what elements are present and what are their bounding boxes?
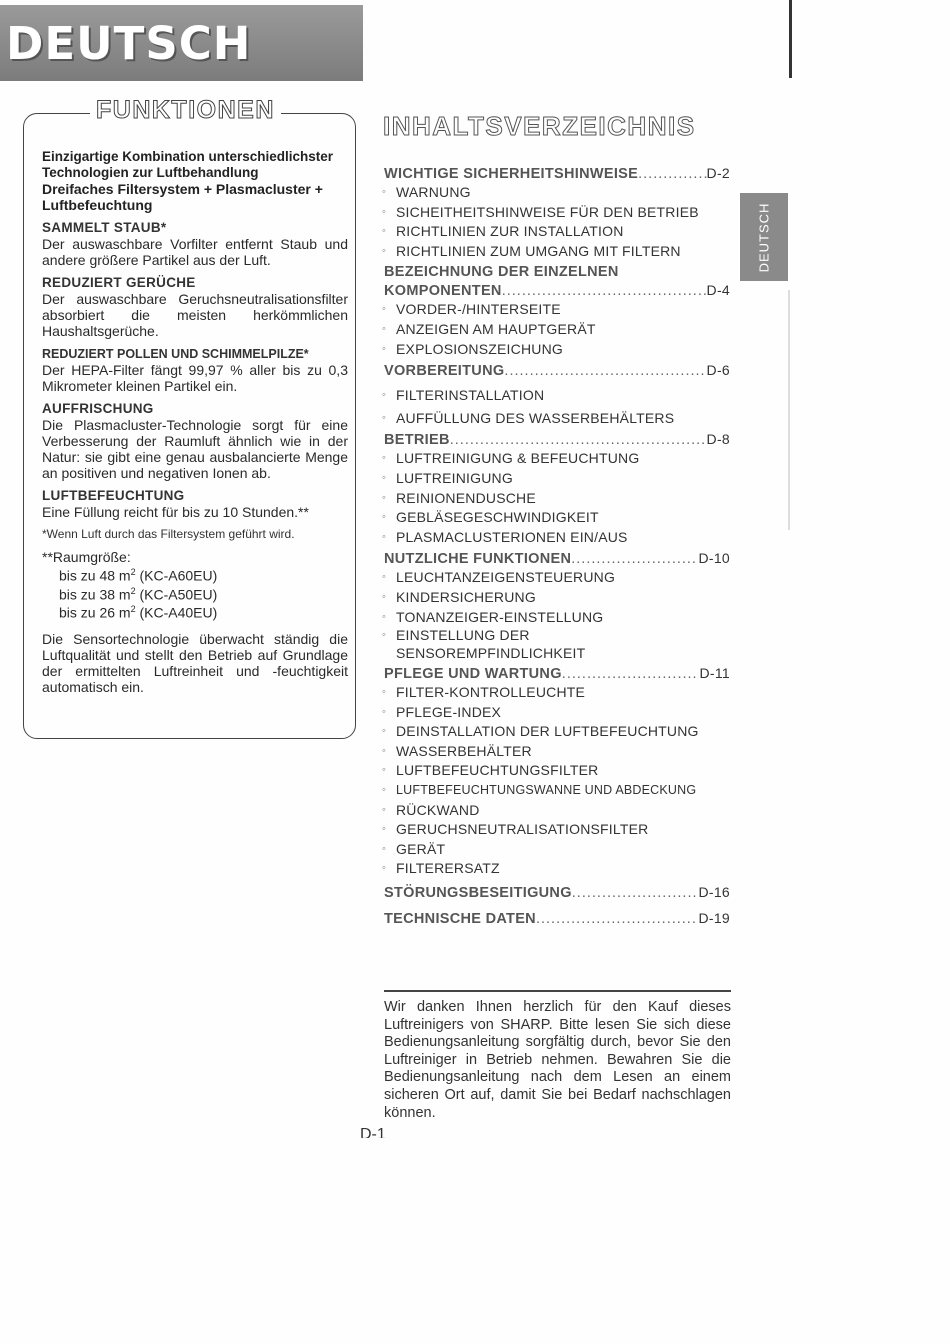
toc-section-title: NUTZLICHE FUNKTIONEN: [384, 551, 572, 568]
toc-item[interactable]: ◦ FILTERERSATZ: [384, 859, 730, 879]
toc-page: D-8: [706, 431, 730, 448]
sensor-text: Die Sensortechnologie überwacht ständig die Luftqualität und stellt den Betrieb auf Grundlage der ermittelten Luftreinheit und -feuchtigkeit automatisch ein.: [42, 630, 348, 695]
toc-leader: [502, 282, 707, 300]
feature-heading: LUFTBEFEUCHTUNG: [42, 488, 185, 503]
toc-item[interactable]: ◦ RICHTLINIEN ZUM UMGANG MIT FILTERN: [384, 242, 730, 262]
toc-item[interactable]: ◦ RÜCKWAND: [384, 801, 730, 821]
room-size-list: [42, 550, 348, 621]
toc-item[interactable]: ◦ LUFTBEFEUCHTUNGSFILTER: [384, 761, 730, 781]
room-size-value: bis zu 26 m: [59, 604, 131, 621]
toc-page: D-16: [698, 884, 730, 901]
toc-item[interactable]: ◦ FILTERINSTALLATION: [384, 386, 730, 406]
toc-section-title: STÖRUNGSBESEITIGUNG: [384, 885, 572, 902]
superscript: 2: [130, 604, 136, 615]
toc-section[interactable]: [384, 883, 730, 902]
toc-item[interactable]: ◦ GERÄT: [384, 840, 730, 860]
toc-section[interactable]: [384, 909, 730, 928]
room-size-value: bis zu 38 m: [59, 586, 131, 603]
toc-item[interactable]: ◦ PLASMACLUSTERIONEN EIN/AUS: [384, 528, 730, 548]
toc-page: D-2: [706, 165, 730, 181]
divider: [384, 990, 731, 992]
room-size-model: (KC-A50EU): [139, 586, 218, 603]
toc-section[interactable]: [384, 281, 730, 300]
toc-section[interactable]: [384, 430, 730, 449]
toc-leader: [536, 910, 699, 928]
room-size-model: (KC-A40EU): [139, 604, 218, 621]
room-size-model: (KC-A60EU): [139, 567, 218, 584]
toc-item[interactable]: ◦ LUFTREINIGUNG & BEFEUCHTUNG: [384, 449, 730, 469]
toc-item[interactable]: ◦ GERUCHSNEUTRALISATIONSFILTER: [384, 820, 730, 840]
feature-text: Der HEPA-Filter fängt 99,97 % aller bis zu 0,3 Mikrometer kleinen Partikel ein.: [42, 362, 348, 394]
toc-section-title: PFLEGE UND WARTUNG: [384, 666, 562, 683]
toc-section-title: KOMPONENTEN: [384, 283, 502, 300]
toc-section-title: BETRIEB: [384, 432, 450, 449]
toc-leader: [504, 362, 706, 380]
toc-leader: [562, 665, 700, 683]
toc-page: D-4: [706, 282, 730, 299]
toc-leader: [571, 550, 698, 568]
toc-item[interactable]: ◦ SICHEITHEITSHINWEISE FÜR DEN BETRIEB: [384, 203, 730, 223]
toc-item[interactable]: ◦ LUFTBEFEUCHTUNGSWANNE UND ABDECKUNG: [384, 781, 730, 801]
toc-section-title: VORBEREITUNG: [384, 363, 505, 380]
toc-section[interactable]: [384, 361, 730, 380]
language-side-tab: [740, 193, 788, 281]
toc-item[interactable]: ◦ REINIONENDUSCHE: [384, 489, 730, 509]
page-number: D-1: [360, 1126, 386, 1138]
toc-item[interactable]: ◦ PFLEGE-INDEX: [384, 703, 730, 723]
page-edge-line: [789, 0, 792, 78]
feature-heading: SAMMELT STAUB*: [42, 220, 167, 235]
room-size-row: [42, 602, 348, 621]
feature-text: Der auswaschbare Vorfilter entfernt Staub und andere größere Partikel aus der Luft.: [42, 236, 348, 268]
toc-item[interactable]: ◦ RICHTLINIEN ZUR INSTALLATION: [384, 222, 730, 242]
toc-item[interactable]: ◦ WASSERBEHÄLTER: [384, 742, 730, 762]
toc-section-title-line[interactable]: BEZEICHNUNG DER EINZELNEN: [384, 264, 619, 281]
toc-section-title: WICHTIGE SICHERHEITSHINWEISE: [384, 166, 639, 182]
toc-item[interactable]: ◦ AUFFÜLLUNG DES WASSERBEHÄLTERS: [384, 409, 730, 429]
toc-item[interactable]: ◦ DEINSTALLATION DER LUFTBEFEUCHTUNG: [384, 722, 730, 742]
feature-text: Der auswaschbare Geruchsneutralisationsfilter absorbiert die meisten herkömmlichen Haushaltsgerüche.: [42, 291, 348, 339]
room-size-row: [42, 584, 348, 603]
table-of-contents: [384, 162, 730, 928]
toc-page: D-11: [699, 665, 730, 682]
feature-text: Eine Füllung reicht für bis zu 10 Stunden.**: [42, 504, 309, 520]
toc-item[interactable]: ◦ GEBLÄSEGESCHWINDIGKEIT: [384, 508, 730, 528]
toc-item[interactable]: ◦ EXPLOSIONSZEICHUNG: [384, 340, 730, 360]
features-intro-system: Dreifaches Filtersystem + Plasmacluster + Luftbefeuchtung: [42, 181, 323, 213]
toc-leader: [638, 165, 706, 183]
toc-item[interactable]: ◦ LUFTREINIGUNG: [384, 469, 730, 489]
toc-section-title: TECHNISCHE DATEN: [384, 911, 536, 928]
feature-text: Die Plasmacluster-Technologie sorgt für eine Verbesserung der Raumluft ähnlich wie in der Natur: sie gibt eine genau ausbalancierte Menge an positiven und negativen Ionen ab.: [42, 417, 348, 481]
toc-item-continued[interactable]: SENSOREMPFINDLICHKEIT: [396, 645, 586, 662]
toc-item[interactable]: ◦ WARNUNG: [384, 183, 730, 203]
room-size-row: [42, 565, 348, 584]
toc-title: INHALTSVERZEICHNIS: [383, 111, 696, 141]
feature-heading: AUFFRISCHUNG: [42, 401, 154, 416]
feature-heading: REDUZIERT GERÜCHE: [42, 275, 196, 290]
side-tab-label: DEUTSCH: [756, 202, 772, 272]
toc-item[interactable]: ◦ VORDER-/HINTERSEITE: [384, 300, 730, 320]
toc-item[interactable]: ◦ FILTER-KONTROLLEUCHTE: [384, 683, 730, 703]
toc-item[interactable]: ◦ EINSTELLUNG DER: [384, 627, 730, 644]
features-title: FUNKTIONEN: [90, 96, 281, 125]
features-content: [42, 149, 348, 695]
toc-item[interactable]: ◦ ANZEIGEN AM HAUPTGERÄT: [384, 320, 730, 340]
toc-page: D-6: [706, 362, 730, 379]
toc-page: D-19: [698, 910, 730, 927]
superscript: 2: [130, 567, 136, 577]
room-size-label: **Raumgröße:: [42, 549, 131, 565]
toc-leader: [572, 884, 699, 902]
room-size-value: bis zu 48 m: [59, 567, 131, 584]
toc-leader: [450, 431, 707, 449]
page-edge-shadow: [788, 290, 790, 530]
language-banner-label: DEUTSCH: [6, 17, 252, 70]
thank-you-note: Wir danken Ihnen herzlich für den Kauf dieses Luftreinigers von SHARP. Bitte lesen Sie sich diese Bedienungsanleitung sorgfältig durch, bevor Sie den Luftreiniger in Betrieb nehmen. Bewahren Sie die Bedienungsanleitung nach dem Lesen an einem sicheren Ort auf, damit Sie bei Bedarf nachschlagen können.: [384, 999, 731, 1121]
feature-heading: REDUZIERT POLLEN UND SCHIMMELPILZE*: [42, 347, 309, 361]
toc-section[interactable]: [384, 664, 730, 683]
features-footnote: *Wenn Luft durch das Filtersystem geführt wird.: [42, 527, 295, 541]
toc-section[interactable]: [384, 549, 730, 568]
toc-item[interactable]: ◦ KINDERSICHERUNG: [384, 588, 730, 608]
toc-item[interactable]: ◦ LEUCHTANZEIGENSTEUERUNG: [384, 568, 730, 588]
toc-item[interactable]: ◦ TONANZEIGER-EINSTELLUNG: [384, 608, 730, 628]
features-intro: Einzigartige Kombination unterschiedlichster Technologien zur Luftbehandlung: [42, 149, 334, 180]
superscript: 2: [130, 585, 136, 596]
toc-page: D-10: [698, 550, 730, 567]
language-banner: [0, 5, 363, 81]
toc-section[interactable]: [384, 164, 730, 183]
